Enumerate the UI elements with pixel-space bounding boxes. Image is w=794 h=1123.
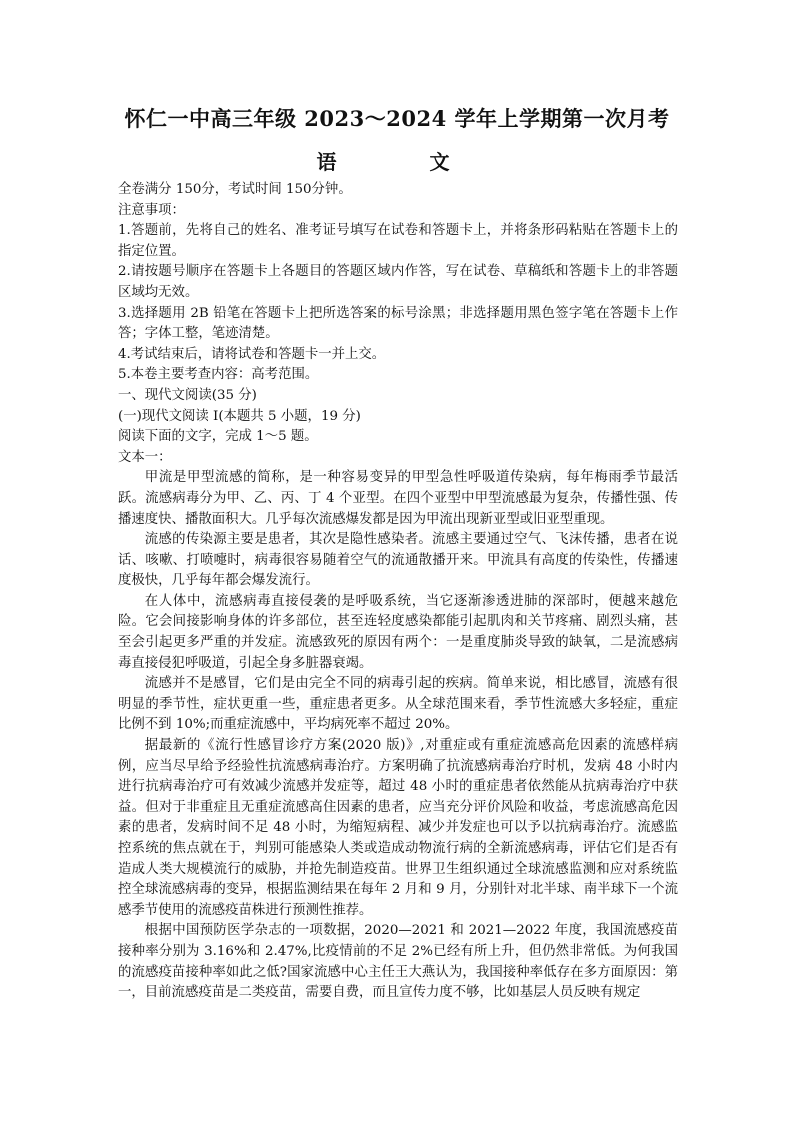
text-label: 文本一： <box>118 449 172 465</box>
text-paragraph: 在人体中，流感病毒直接侵袭的是呼吸系统，当它逐渐渗透进肺的深部时，便越来越危险。它会间接影响身体的许多部位，甚至连轻度感染都能引起肌肉和关节疼痛、剧烈头痛，甚至会引起更多严重的并发症。流感致死的原因有两个：一是重度肺炎导致的缺氧，二是流感病毒直接侵犯呼吸道，引起全身多脏器衰竭。 <box>118 593 678 671</box>
notice-item: 5.本卷主要考查内容：高考范围。 <box>118 367 319 383</box>
text-paragraph: 流感并不是感冒，它们是由完全不同的病毒引起的疾病。简单来说，相比感冒，流感有很明显的季节性，症状更重一些，重症患者更多。从全球范围来看，季节性流感大多轻症，重症比例不到 10%;而重症流感中，平均病死率不超过 20%。 <box>118 676 678 733</box>
exam-body <box>118 180 678 1004</box>
notice-heading: 注意事项： <box>118 202 185 218</box>
reading-instruction: 阅读下面的文字，完成 1～5 题。 <box>118 429 318 445</box>
text-paragraph: 根据中国预防医学杂志的一项数据，2020—2021 和 2021—2022 年度，我国流感疫苗接种率分别为 3.16%和 2.47%,比疫情前的不足 2%已经有所上升，但仍然非常低。为何我国的流感疫苗接种率如此之低?国家流感中心主任王大燕认为，我国接种率低存在多方面原因：第一，目前流感疫苗是二类疫苗，需要自费，而且宣传力度不够，比如基层人员反映有规定 <box>118 923 678 1001</box>
notice-item: 2.请按题号顺序在答题卡上各题目的答题区域内作答，写在试卷、草稿纸和答题卡上的非答题区域均无效。 <box>118 264 678 300</box>
exam-title: 怀仁一中高三年级 2023～2024 学年上学期第一次月考 <box>124 106 670 131</box>
score-time-line: 全卷满分 150分，考试时间 150分钟。 <box>118 182 352 197</box>
text-paragraph: 据最新的《流行性感冒诊疗方案(2020 版)》,对重症或有重症流感高危因素的流感样病例，应当尽早给予经验性抗流感病毒治疗。方案明确了抗流感病毒治疗时机，发病 48 小时内进行抗病毒治疗可有效减少流感并发症等，超过 48 小时的重症患者依然能从抗病毒治疗中获益。但对于非重症且无重症流感高住因素的患者，应当充分评价风险和收益，考虑流感高危因素的患者，发病时间不足 48 小时，为缩短病程、减少并发症也可以予以抗病毒治疗。流感监控系统的焦点就在于，判别可能感染人类或造成动物流行病的全新流感病毒，评估它们是否有造成人类大规模流行的威胁，并抢先制造疫苗。世界卫生组织通过全球流感监测和应对系统监控全球流感病毒的变异，根据监测结果在每年 2 月和 9 月，分别针对北半球、南半球下一个流感季节使用的流感疫苗株进行预测性推荐。 <box>118 738 678 918</box>
notice-item: 4.考试结束后，请将试卷和答题卡一并上交。 <box>118 346 386 362</box>
section-heading: 一、现代文阅读(35 分) <box>118 387 257 403</box>
text-paragraph: 流感的传染源主要是患者，其次是隐性感染者。流感主要通过空气、飞沫传播，患者在说话、咳嗽、打喷嚏时，病毒很容易随着空气的流通散播开来。甲流具有高度的传染性，传播速度极快，几乎每年都会爆发流行。 <box>118 532 678 589</box>
notice-item: 3.选择题用 2B 铅笔在答题卡上把所选答案的标号涂黑；非选择题用黑色签字笔在答题卡上作答；字体工整，笔迹清楚。 <box>118 305 678 342</box>
text-paragraph: 甲流是甲型流感的简称，是一种容易变异的甲型急性呼吸道传染病，每年梅雨季节最活跃。流感病毒分为甲、乙、丙、丁 4 个亚型。在四个亚型中甲型流感最为复杂，传播性强、传播速度快、播散面积大。几乎每次流感爆发都是因为甲流出现新亚型或旧亚型重现。 <box>118 470 678 527</box>
notice-item: 1.答题前，先将自己的姓名、准考证号填写在试卷和答题卡上，并将条形码粘贴在答题卡上的指定位置。 <box>118 223 678 259</box>
subject-title: 语 文 <box>316 150 478 174</box>
sub-section-heading: (一)现代文阅读 I(本题共 5 小题，19 分) <box>118 408 361 424</box>
